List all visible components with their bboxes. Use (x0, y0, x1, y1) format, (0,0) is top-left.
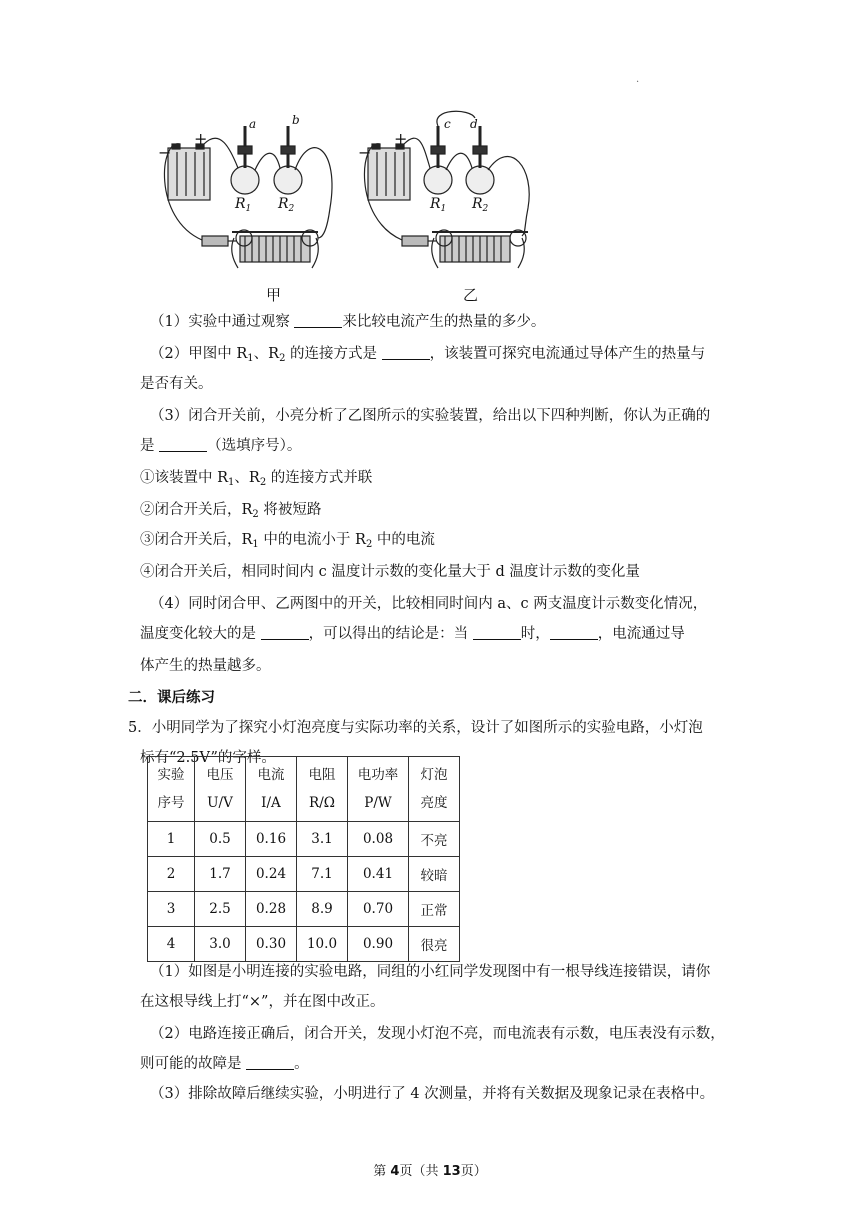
table-header-cell: 电阻 R/Ω (297, 757, 348, 822)
table-header-cell: 实验 序号 (148, 757, 195, 822)
svg-text:R2: $R_2$ (472, 196, 489, 214)
table-header-cell: 电流 I/A (246, 757, 297, 822)
stray-dot: . (636, 74, 640, 85)
figure-label-yi: 乙 (463, 286, 479, 304)
q4-part4-end: 体产生的热量越多。 (140, 658, 271, 674)
q5-part1-cont: 在这根导线上打“×”，并在图中改正。 (140, 994, 385, 1010)
svg-text:a: a (249, 117, 257, 131)
q4-part2-cont: 是否有关。 (140, 376, 213, 392)
answer-blank (382, 345, 430, 360)
svg-text:R1: $R_1$ (430, 196, 447, 214)
data-table (147, 756, 460, 962)
q4-option3: ③闭合开关后，$R_1$ 中的电流小于 $R_2$ 中的电流 (140, 532, 435, 550)
circuit-right (364, 111, 529, 268)
q5-intro: 5．小明同学为了探究小灯泡亮度与实际功率的关系，设计了如图所示的实验电路，小灯泡 (128, 720, 703, 736)
svg-text:c: c (444, 117, 451, 131)
svg-text:+: + (394, 129, 408, 148)
table-header-row (148, 757, 460, 822)
q5-part1: （1）如图是小明连接的实验电路，同组的小红同学发现图中有一根导线连接错误，请你 (150, 964, 711, 980)
answer-blank (261, 625, 309, 640)
q4-part1: （1）实验中通过观察 来比较电流产生的热量的多少。 (150, 314, 546, 330)
q4-option4: ④闭合开关后，相同时间内 c 温度计示数的变化量大于 d 温度计示数的变化量 (140, 564, 640, 580)
svg-text:b: b (292, 113, 300, 127)
q4-option1: ①该装置中 $R_1$、$R_2$ 的连接方式并联 (140, 470, 373, 488)
svg-text:d: d (470, 117, 478, 131)
q4-part4-cont: 温度变化较大的是 ，可以得出的结论是：当 时， ，电流通过导 (140, 626, 685, 642)
table-header-cell: 电功率 P/W (348, 757, 409, 822)
page-footer: 第 4页（共 13页） (373, 1164, 487, 1179)
q5-part2: （2）电路连接正确后，闭合开关，发现小灯泡不亮，而电流表有示数，电压表没有示数， (150, 1026, 725, 1042)
q4-part3-cont: 是 （选填序号）。 (140, 438, 302, 454)
q4-part3: （3）闭合开关前，小亮分析了乙图所示的实验装置，给出以下四种判断，你认为正确的 (150, 408, 711, 424)
svg-text:−: − (158, 143, 172, 162)
answer-blank (294, 313, 342, 328)
table-row: 3 2.5 0.28 8.9 0.70 正常 (148, 892, 460, 927)
section-heading: 二．课后练习 (128, 690, 215, 706)
table-row: 4 3.0 0.30 10.0 0.90 很亮 (148, 927, 460, 962)
q4-part2: （2）甲图中 $R_1$、$R_2$ 的连接方式是 ，该装置可探究电流通过导体产生的热量与 (150, 346, 706, 364)
q5-part2-cont: 则可能的故障是 。 (140, 1056, 309, 1072)
table-header-cell: 电压 U/V (195, 757, 246, 822)
svg-text:+: + (194, 129, 208, 148)
svg-text:R2: $R_2$ (278, 196, 295, 214)
table-header-cell: 灯泡 亮度 (409, 757, 460, 822)
answer-blank (473, 625, 521, 640)
svg-text:R1: $R_1$ (235, 196, 252, 214)
table-row: 2 1.7 0.24 7.1 0.41 较暗 (148, 857, 460, 892)
circuit-left (164, 126, 332, 268)
circuit-figure (150, 108, 550, 308)
table-row: 1 0.5 0.16 3.1 0.08 不亮 (148, 822, 460, 857)
answer-blank (246, 1055, 294, 1070)
figure-label-jia: 甲 (266, 286, 282, 304)
answer-blank (550, 625, 598, 640)
q5-part3: （3）排除故障后继续实验，小明进行了 4 次测量，并将有关数据及现象记录在表格中。 (150, 1086, 715, 1102)
q4-part4: （4）同时闭合甲、乙两图中的开关，比较相同时间内 a、c 两支温度计示数变化情况， (150, 596, 708, 612)
svg-text:−: − (358, 143, 372, 162)
answer-blank (159, 437, 207, 452)
q5-intro-cont: 标有“2.5V”的字样。 (140, 750, 276, 766)
q4-option2: ②闭合开关后，$R_2$ 将被短路 (140, 502, 322, 520)
